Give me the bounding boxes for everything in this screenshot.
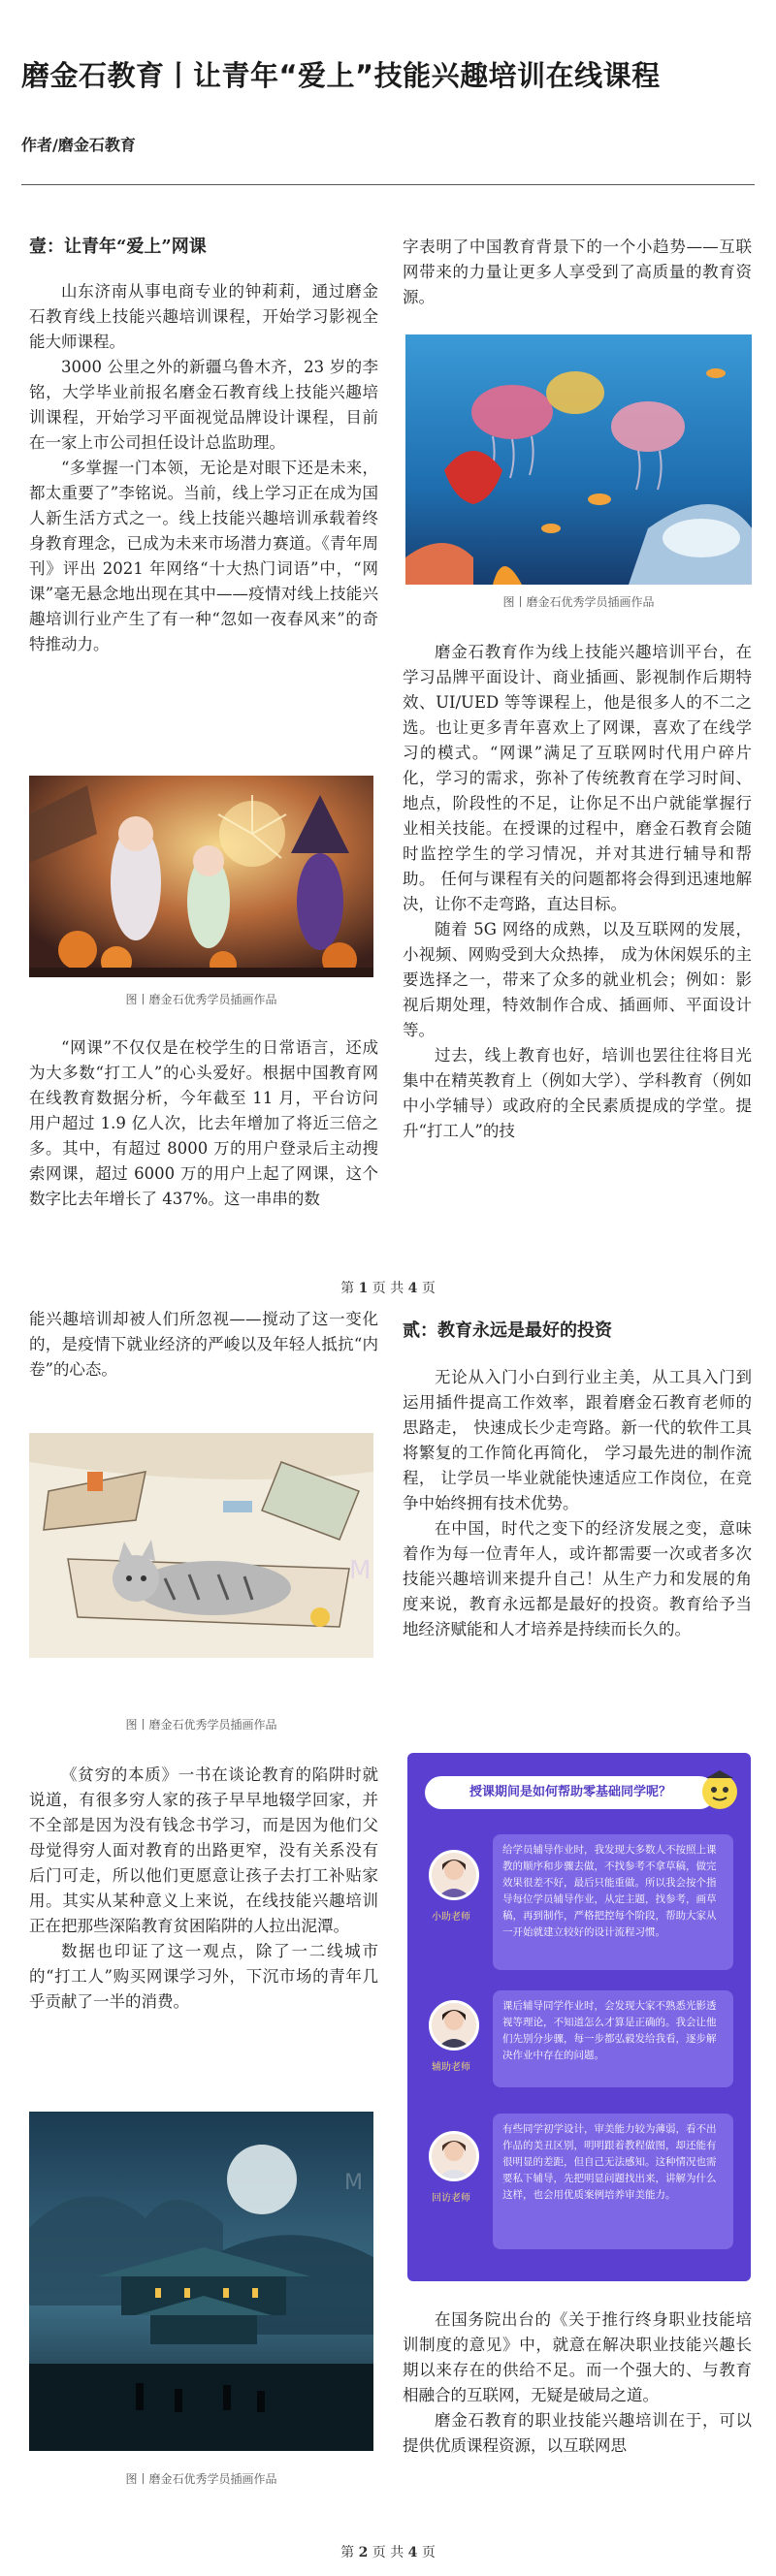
figure-caption: 图丨磨金石优秀学员插画作品 [125, 1718, 277, 1732]
teacher-role: 辅助老师 [432, 2062, 470, 2073]
page-number: 第 1 页 共 4 页 [340, 1281, 436, 1296]
page-number: 第 2 页 共 4 页 [340, 2545, 436, 2560]
column-right-2 [403, 640, 752, 1144]
paragraph: 山东济南从事电商专业的钟莉莉，通过磨金石教育线上技能兴趣培训课程，开始学习影视全能大师课程。 [29, 282, 378, 351]
avatar [429, 2131, 479, 2181]
section-heading-1: 壹：让青年“爱上”网课 [29, 237, 207, 257]
infographic-bubble: 给学员辅导作业时，我发现大多数人不按照上课教的顺序和步骤去做，不找参考不拿草稿，做完效果很差不好，最后只能重做。所以我会按个指导每位学员辅导作业，从定主题，找参考，画草稿，再到制作，严格把控每个阶段，帮助大家从一开始就建立较好的设计流程习惯。 [493, 1834, 733, 1970]
figure-caption: 图丨磨金石优秀学员插画作品 [125, 993, 277, 1006]
column-left-1 [29, 235, 378, 657]
mascot-icon [698, 1766, 741, 1813]
column-left-4 [29, 1763, 378, 2015]
infographic-header: 授课期间是如何帮助零基础同学呢？ [425, 1776, 716, 1809]
paragraph: “多掌握一门本领，无论是对眼下还是未来，都太重要了”李铭说。当前，线上学习正在成为国人新生活方式之一。线上技能兴趣培训承载着终身教育理念，已成为未来市场潜力赛道。《青年周刊》评出 2021 年网络“十大热门词语”中，“网课”毫无悬念地出现在其中——疫情对线上技能兴趣培训行业产生了有一种“忽如一夜春风来”的奇特推动力。 [29, 459, 378, 653]
header-divider [21, 184, 755, 185]
paragraph: 磨金石教育的职业技能兴趣培训在于，可以提供优质课程资源，以互联网思 [403, 2411, 752, 2455]
column-right-3 [403, 1319, 752, 1642]
avatar [429, 2000, 479, 2051]
paragraph: 无论从入门小白到行业主美，从工具入门到运用插件提高工作效率，跟着磨金石教育老师的思路走， 快速成长少走弯路。新一代的软件工具将繁复的工作简化再简化， 学习最先进的制作流程， 让学员一毕业就能快速适应工作岗位，在竞争中始终拥有技术优势。 [403, 1368, 752, 1512]
paragraph: “网课”不仅仅是在校学生的日常语言，还成为大多数“打工人”的心头爱好。根据中国教育网在线教育数据分析，今年截至 11 月，平台访问用户超过 1.9 亿人次，比去年增加了将近三倍之多。其中，有超过 8000 万的用户登录后主动搜索网课，超过 6000 万的用户上起了网课，这个数字比去年增长了 437%。这一串串的数 [29, 1038, 378, 1208]
paragraph: 3000 公里之外的新疆乌鲁木齐，23 岁的李铭，大学毕业前报名磨金石教育线上技能兴趣培训课程，开始学习平面视觉品牌设计课程，目前在一家上市公司担任设计总监助理。 [29, 358, 378, 452]
infographic-bubble: 课后辅导同学作业时，会发现大家不熟悉光影透视等理论，不知道怎么才算是正确的。我会让他们先别分步骤，每一步都弘毅发给我看，逐步解决作业中存在的问题。 [493, 1990, 733, 2087]
article-title: 磨金石教育丨让青年“爱上”技能兴趣培训在线课程 [21, 59, 661, 92]
author-line: 作者/磨金石教育 [21, 136, 136, 154]
teacher-role: 小助老师 [432, 1912, 470, 1923]
infographic-bubble: 有些同学初学设计，审美能力较为薄弱，看不出作品的美丑区别，明明跟着教程做图，却还能有很明显的差距，但自己无法感知。这种情况也需要私下辅导，先把明显问题找出来，讲解为什么这样，也会用优质案例培养审美能力。 [493, 2114, 733, 2249]
paragraph: 随着 5G 网络的成熟，以及互联网的发展，小视频、网购受到大众热捧， 成为休闲娱乐的主要选择之一，带来了众多的就业机会；例如：影视后期处理，特效制作合成、插画师、平面设计等。 [403, 920, 752, 1039]
svg-text:M: M [349, 1556, 372, 1585]
paragraph: 磨金石教育作为线上技能兴趣培训平台，在学习品牌平面设计、商业插画、影视制作后期特效、UI/UED 等等课程上，他是很多人的不二之选。也让更多青年喜欢上了网课，喜欢了在线学习的模式。“网课”满足了互联网时代用户碎片化，学习的需求，弥补了传统教育在学习时间、地点，阶段性的不足，让你足不出户就能掌握行业相关技能。在授课的过程中，磨金石教育会随时监控学生的学习情况，并对其进行辅导和帮助。 任何与课程有关的问题都将会得到迅速地解决，让你不走弯路，直达目标。 [403, 643, 752, 913]
column-left-2 [29, 1035, 378, 1212]
column-right-1 [403, 235, 752, 310]
infographic-card [407, 1753, 751, 2281]
svg-text:M: M [344, 2171, 363, 2195]
paragraph: 能兴趣培训却被人们所忽视——搅动了这一变化的，是疫情下就业经济的严峻以及年轻人抵抗“内卷”的心态。 [29, 1310, 378, 1379]
section-heading-2: 贰：教育永远是最好的投资 [403, 1320, 612, 1341]
paragraph: 在国务院出台的《关于推行终身职业技能培训制度的意见》中，就意在解决职业技能兴趣长期以来存在的供给不足。而一个强大的、与教育相融合的互联网，无疑是破局之道。 [403, 2310, 752, 2404]
illustration-cat [29, 1433, 373, 1658]
column-right-4 [403, 2307, 752, 2459]
figure-caption: 图丨磨金石优秀学员插画作品 [502, 595, 655, 609]
paragraph: 数据也印证了这一观点，除了一二线城市的“打工人”购买网课学习外，下沉市场的青年几乎贡献了一半的消费。 [29, 1942, 378, 2011]
illustration-halloween [29, 776, 373, 977]
avatar [429, 1850, 479, 1900]
column-left-3 [29, 1307, 378, 1383]
paragraph: 《贫穷的本质》一书在谈论教育的陷阱时就说道，有很多穷人家的孩子早早地辍学回家，并不全部是因为没有钱念书学习，而是因为他们父母觉得穷人面对教育的出路更窄，没有关系没有后门可走，所以他们更愿意让孩子去打工补贴家用。其实从某种意义上来说，在线技能兴趣培训正在把那些深陷教育贫困陷阱的人拉出泥潭。 [29, 1765, 378, 1935]
teacher-role: 回访老师 [432, 2193, 470, 2204]
paragraph: 在中国，时代之变下的经济发展之变，意味着作为每一位青年人，或许都需要一次或者多次技能兴趣培训来提升自己！从生产力和发展的角度来说，教育永远都是最好的投资。教育给予当地经济赋能和人才培养是持续而长久的。 [403, 1519, 752, 1638]
paragraph: 过去，线上教育也好，培训也罢往往将目光集中在精英教育上（例如大学）、学科教育（例如中小学辅导）或政府的全民素质提成的学堂。提升“打工人”的技 [403, 1046, 752, 1140]
illustration-underwater [405, 334, 752, 585]
paragraph: 字表明了中国教育背景下的一个小趋势——互联网带来的力量让更多人享受到了高质量的教育资源。 [403, 238, 752, 306]
figure-caption: 图丨磨金石优秀学员插画作品 [125, 2472, 277, 2486]
illustration-night-palace [29, 2112, 373, 2451]
